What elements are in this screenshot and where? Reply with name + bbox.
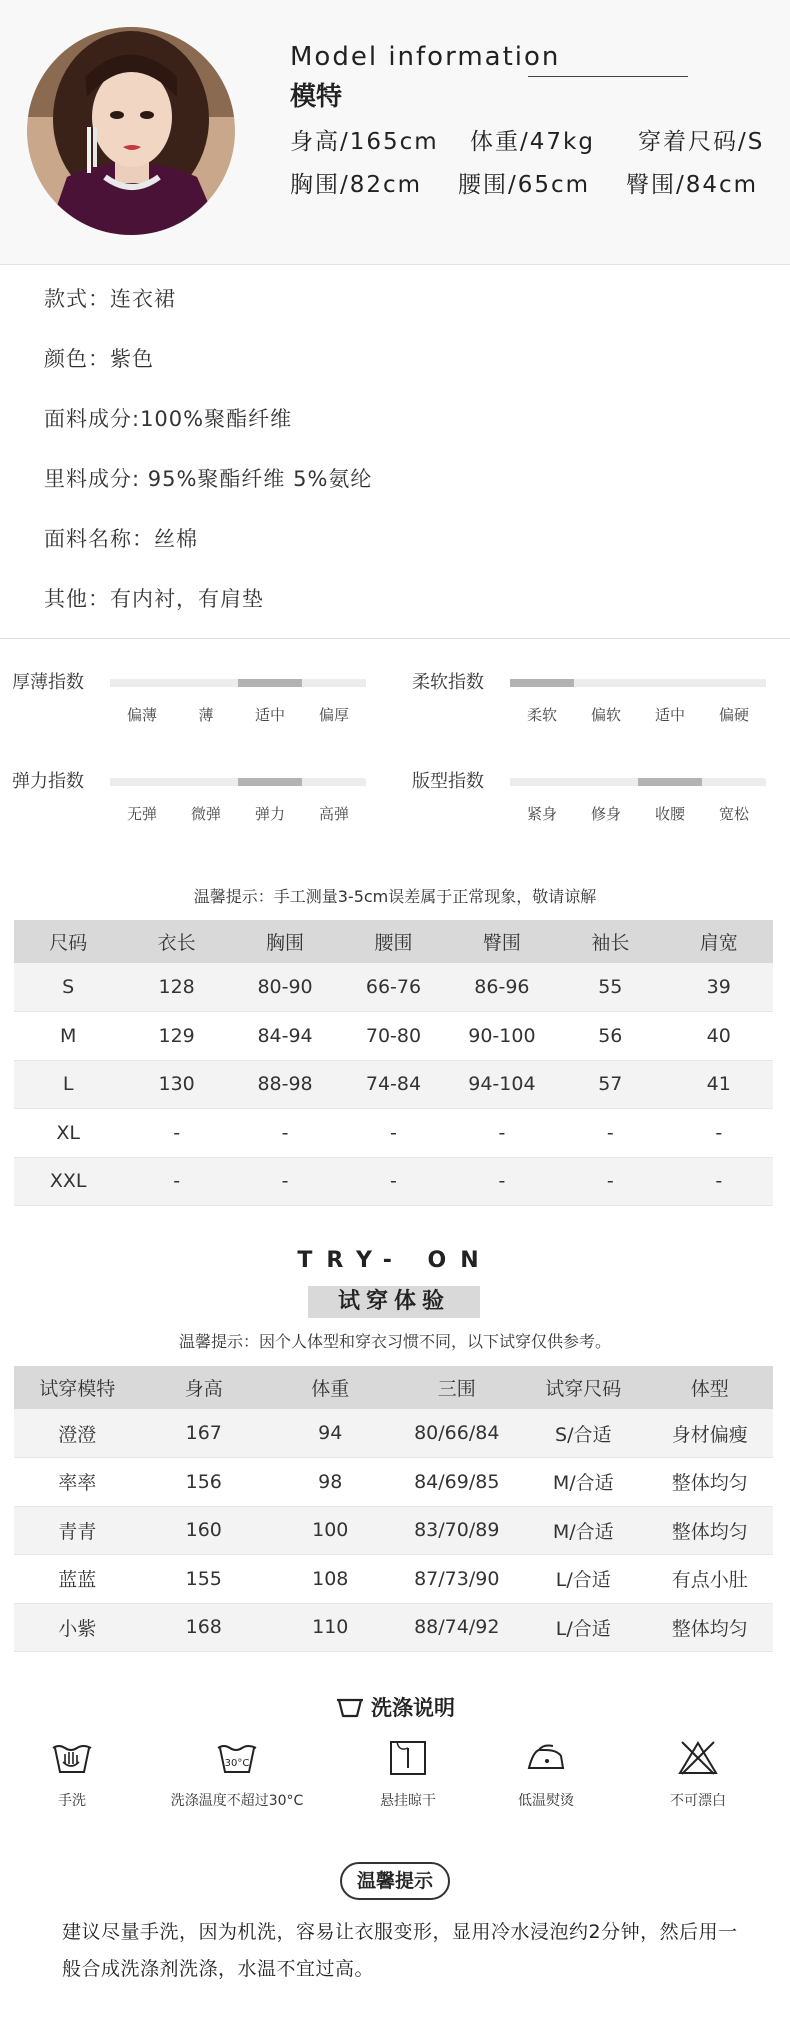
table-cell: 身材偏瘦: [647, 1409, 774, 1458]
table-row: [14, 1409, 773, 1458]
tryon-title: TRY- ON: [297, 1248, 493, 1273]
attr-other: 其他：有内衬，有肩垫: [44, 587, 264, 611]
model-subtitle: 模特: [290, 82, 343, 112]
table-cell: 66-76: [339, 963, 447, 1012]
table-row: [14, 1458, 773, 1507]
table-cell: 整体均匀: [647, 1603, 774, 1652]
col-header: 胸围: [231, 920, 339, 963]
col-header: 袖长: [556, 920, 664, 963]
table-cell: -: [122, 1157, 230, 1206]
table-cell: L: [14, 1060, 122, 1109]
table-row: [14, 1157, 773, 1206]
table-cell: -: [665, 1157, 773, 1206]
table-cell: L/合适: [520, 1603, 647, 1652]
attr-color: 颜色：紫色: [44, 347, 154, 371]
table-cell: 88/74/92: [394, 1603, 521, 1652]
model-row-2: [290, 166, 770, 199]
index-label: 宽松: [718, 805, 750, 823]
col-header: 体重: [267, 1366, 394, 1409]
table-cell: 澄澄: [14, 1409, 141, 1458]
tryon-table-header: [14, 1366, 773, 1409]
table-cell: 94-104: [448, 1060, 556, 1109]
index-name: 弹力指数: [12, 771, 84, 792]
low-iron-icon: [525, 1740, 567, 1776]
attr-style: 款式：连衣裙: [44, 287, 176, 311]
attr-fabric: 面料成分:100%聚酯纤维: [44, 407, 293, 431]
wash-temp-text: 30°C: [224, 1758, 250, 1769]
table-cell: 98: [267, 1458, 394, 1507]
no-bleach-icon: [677, 1740, 719, 1776]
table-row: [14, 1060, 773, 1109]
table-cell: 整体均匀: [647, 1506, 774, 1555]
wash-item-bleach: [613, 1740, 783, 1810]
table-cell: -: [665, 1109, 773, 1158]
washing-title-text: 洗涤说明: [371, 1696, 455, 1720]
col-header: 试穿尺码: [520, 1366, 647, 1409]
wash-item-temp: [152, 1740, 322, 1810]
table-cell: 129: [122, 1012, 230, 1061]
wash-basin-icon: [335, 1697, 365, 1719]
table-row: [14, 1603, 773, 1652]
col-header: 臀围: [448, 920, 556, 963]
table-cell: -: [556, 1109, 664, 1158]
table-cell: -: [339, 1109, 447, 1158]
table-cell: 80/66/84: [394, 1409, 521, 1458]
table-cell: -: [231, 1157, 339, 1206]
table-cell: S/合适: [520, 1409, 647, 1458]
tryon-tip: 温馨提示：因个人体型和穿衣习惯不同，以下试穿仅供参考。: [178, 1332, 611, 1351]
index-label: 收腰: [654, 805, 686, 823]
table-row: [14, 963, 773, 1012]
wash-label: 不可漂白: [670, 1793, 726, 1809]
hand-wash-icon: [51, 1740, 93, 1776]
col-header: 肩宽: [665, 920, 773, 963]
col-header: 身高: [141, 1366, 268, 1409]
table-cell: L/合适: [520, 1555, 647, 1604]
table-row: [14, 1109, 773, 1158]
index-bar: [110, 679, 366, 687]
table-cell: 83/70/89: [394, 1506, 521, 1555]
table-cell: 128: [122, 963, 230, 1012]
col-header: 尺码: [14, 920, 122, 963]
table-cell: 84-94: [231, 1012, 339, 1061]
col-header: 腰围: [339, 920, 447, 963]
index-bar: [510, 778, 766, 786]
index-label: 修身: [590, 805, 622, 823]
wash-30-icon: [216, 1740, 258, 1776]
table-cell: 57: [556, 1060, 664, 1109]
table-cell: 86-96: [448, 963, 556, 1012]
model-hip: 臀围/84cm: [626, 172, 759, 198]
hang-dry-icon: [387, 1740, 429, 1776]
model-avatar: [27, 27, 235, 235]
model-row-1: [290, 123, 770, 156]
table-cell: -: [231, 1109, 339, 1158]
col-header: 衣长: [122, 920, 230, 963]
product-attributes: [44, 283, 744, 643]
index-label: 偏软: [590, 706, 622, 724]
index-label: 高弹: [318, 805, 350, 823]
table-cell: 156: [141, 1458, 268, 1507]
table-cell: M/合适: [520, 1506, 647, 1555]
table-cell: 94: [267, 1409, 394, 1458]
table-cell: 167: [141, 1409, 268, 1458]
index-label: 无弹: [126, 805, 158, 823]
attr-fabric-name: 面料名称：丝棉: [44, 527, 198, 551]
table-cell: 55: [556, 963, 664, 1012]
size-table: [14, 920, 773, 1206]
table-cell: 41: [665, 1060, 773, 1109]
wash-label: 悬挂晾干: [380, 1793, 436, 1809]
table-cell: 率率: [14, 1458, 141, 1507]
table-cell: 70-80: [339, 1012, 447, 1061]
attr-lining: 里料成分: 95%聚酯纤维 5%氨纶: [44, 467, 373, 491]
col-header: 体型: [647, 1366, 774, 1409]
index-name: 厚薄指数: [12, 672, 84, 693]
model-height: 身高/165cm: [290, 129, 439, 155]
tryon-table: [14, 1366, 773, 1652]
table-cell: XXL: [14, 1157, 122, 1206]
table-cell: XL: [14, 1109, 122, 1158]
table-cell: 90-100: [448, 1012, 556, 1061]
table-cell: 40: [665, 1012, 773, 1061]
table-row: [14, 1555, 773, 1604]
table-cell: 有点小肚: [647, 1555, 774, 1604]
table-cell: 74-84: [339, 1060, 447, 1109]
table-cell: 56: [556, 1012, 664, 1061]
table-cell: 130: [122, 1060, 230, 1109]
index-label: 微弹: [190, 805, 222, 823]
table-cell: 蓝蓝: [14, 1555, 141, 1604]
index-label: 薄: [198, 706, 214, 724]
model-details: [290, 42, 770, 199]
wash-item-iron: [461, 1740, 631, 1810]
index-label: 偏薄: [126, 706, 158, 724]
index-label: 偏硬: [718, 706, 750, 724]
table-cell: 整体均匀: [647, 1458, 774, 1507]
section-divider: [0, 638, 790, 639]
model-size: 穿着尺码/S: [638, 129, 765, 155]
table-cell: -: [556, 1157, 664, 1206]
table-cell: 84/69/85: [394, 1458, 521, 1507]
index-label: 弹力: [254, 805, 286, 823]
index-name: 版型指数: [412, 771, 484, 792]
wash-label: 低温熨烫: [518, 1793, 574, 1809]
model-bust: 胸围/82cm: [290, 172, 423, 198]
table-cell: 100: [267, 1506, 394, 1555]
table-cell: 110: [267, 1603, 394, 1652]
model-waist: 腰围/65cm: [458, 172, 591, 198]
index-name: 柔软指数: [412, 672, 484, 693]
table-cell: 小紫: [14, 1603, 141, 1652]
index-bar: [510, 679, 766, 687]
wash-label: 手洗: [58, 1793, 86, 1809]
index-fill: [638, 778, 702, 786]
table-cell: -: [122, 1109, 230, 1158]
index-fill: [510, 679, 574, 687]
table-cell: M/合适: [520, 1458, 647, 1507]
index-fill: [238, 778, 302, 786]
warm-tip-text: 建议尽量手洗，因为机洗，容易让衣服变形，显用冷水浸泡约2分钟，然后用一般合成洗涤剂洗涤，水温不宜过高。: [62, 1921, 738, 1980]
index-label: 紧身: [526, 805, 558, 823]
table-cell: 168: [141, 1603, 268, 1652]
table-cell: M: [14, 1012, 122, 1061]
table-cell: -: [448, 1109, 556, 1158]
washing-title: [0, 1692, 790, 1722]
table-cell: 155: [141, 1555, 268, 1604]
wash-label: 洗涤温度不超过30°C: [170, 1793, 304, 1809]
table-cell: 39: [665, 963, 773, 1012]
model-info-section: [0, 0, 790, 265]
index-bar: [110, 778, 366, 786]
table-cell: 108: [267, 1555, 394, 1604]
size-table-header: [14, 920, 773, 963]
tryon-subtitle: 试穿体验: [308, 1286, 480, 1318]
table-cell: 青青: [14, 1506, 141, 1555]
table-cell: 160: [141, 1506, 268, 1555]
index-label: 适中: [254, 706, 286, 724]
model-photo-illustration: [27, 27, 235, 235]
table-cell: 87/73/90: [394, 1555, 521, 1604]
table-row: [14, 1012, 773, 1061]
size-tip: 温馨提示：手工测量3-5cm误差属于正常现象，敬请谅解: [193, 887, 597, 906]
warm-tip-badge: 温馨提示: [340, 1862, 450, 1900]
table-cell: -: [448, 1157, 556, 1206]
index-label: 适中: [654, 706, 686, 724]
table-cell: 88-98: [231, 1060, 339, 1109]
table-row: [14, 1506, 773, 1555]
index-fill: [238, 679, 302, 687]
index-label: 偏厚: [318, 706, 350, 724]
index-label: 柔软: [526, 706, 558, 724]
col-header: 试穿模特: [14, 1366, 141, 1409]
model-title: Model information: [290, 42, 561, 72]
table-cell: -: [339, 1157, 447, 1206]
wash-item-hand: [0, 1740, 157, 1810]
table-cell: S: [14, 963, 122, 1012]
table-cell: 80-90: [231, 963, 339, 1012]
title-rule: [528, 76, 688, 77]
col-header: 三围: [394, 1366, 521, 1409]
model-weight: 体重/47kg: [470, 129, 595, 155]
